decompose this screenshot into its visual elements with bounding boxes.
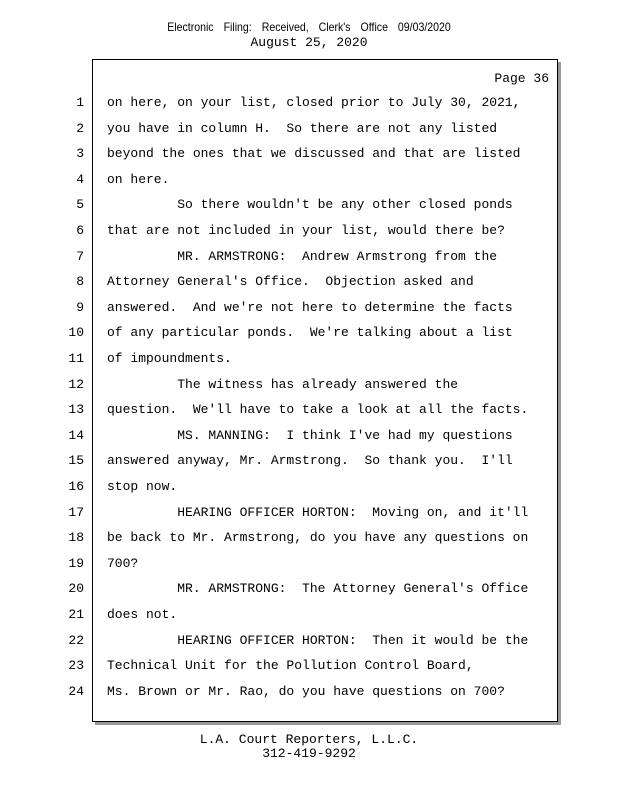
line-text: of impoundments.: [107, 351, 232, 366]
page-number: Page 36: [494, 71, 549, 86]
header-date: August 25, 2020: [250, 35, 368, 50]
line-number: 7: [76, 249, 84, 264]
line-number: 14: [68, 428, 84, 443]
line-text: of any particular ponds. We're talking about a list: [107, 325, 513, 340]
line-number: 17: [68, 505, 84, 520]
line-number: 5: [76, 197, 84, 212]
line-text: beyond the ones that we discussed and that are listed: [107, 146, 521, 161]
line-text: The witness has already answered the: [107, 377, 459, 392]
line-number: 21: [68, 607, 84, 622]
line-text: HEARING OFFICER HORTON: Then it would be the: [107, 633, 529, 648]
line-text: be back to Mr. Armstrong, do you have any questions on: [107, 530, 529, 545]
line-number: 18: [68, 530, 84, 545]
line-text: answered anyway, Mr. Armstrong. So thank you. I'll: [107, 453, 513, 468]
line-number: 4: [76, 172, 84, 187]
line-text: question. We'll have to take a look at all the facts.: [107, 402, 529, 417]
filing-stamp: Electronic Filing: Received, Clerk's Office 09/03/2020: [167, 20, 451, 34]
line-number: 1: [76, 95, 84, 110]
footer: [0, 733, 618, 761]
line-number: 8: [76, 274, 84, 289]
line-number: 12: [68, 377, 84, 392]
footer-phone: 312-419-9292: [262, 746, 356, 761]
line-text: Attorney General's Office. Objection asked and: [107, 274, 474, 289]
line-text: MS. MANNING: I think I've had my questions: [107, 428, 513, 443]
line-number: 15: [68, 453, 84, 468]
line-number: 20: [68, 581, 84, 596]
line-text: Technical Unit for the Pollution Control Board,: [107, 658, 474, 673]
line-text: Ms. Brown or Mr. Rao, do you have questions on 700?: [107, 684, 505, 699]
line-text: So there wouldn't be any other closed ponds: [107, 197, 513, 212]
line-text: stop now.: [107, 479, 178, 494]
line-number: 16: [68, 479, 84, 494]
line-text: answered. And we're not here to determine the facts: [107, 300, 513, 315]
line-number: 24: [68, 684, 84, 699]
line-number: 2: [76, 121, 84, 136]
line-text: on here.: [107, 172, 170, 187]
line-number: 11: [68, 351, 84, 366]
line-number: 10: [68, 325, 84, 340]
line-number: 13: [68, 402, 84, 417]
line-text: that are not included in your list, would there be?: [107, 223, 505, 238]
line-text: MR. ARMSTRONG: The Attorney General's Office: [107, 581, 529, 596]
line-number: 3: [76, 146, 84, 161]
line-number: 9: [76, 300, 84, 315]
footer-company: L.A. Court Reporters, L.L.C.: [199, 732, 419, 747]
line-text: on here, on your list, closed prior to July 30, 2021,: [107, 95, 521, 110]
line-text: HEARING OFFICER HORTON: Moving on, and it'll: [107, 505, 529, 520]
line-text: does not.: [107, 607, 178, 622]
line-text: MR. ARMSTRONG: Andrew Armstrong from the: [107, 249, 498, 264]
line-number: 23: [68, 658, 84, 673]
line-number: 6: [76, 223, 84, 238]
line-text: 700?: [107, 556, 139, 571]
line-text: you have in column H. So there are not any listed: [107, 121, 498, 136]
line-number: 22: [68, 633, 84, 648]
line-number: 19: [68, 556, 84, 571]
